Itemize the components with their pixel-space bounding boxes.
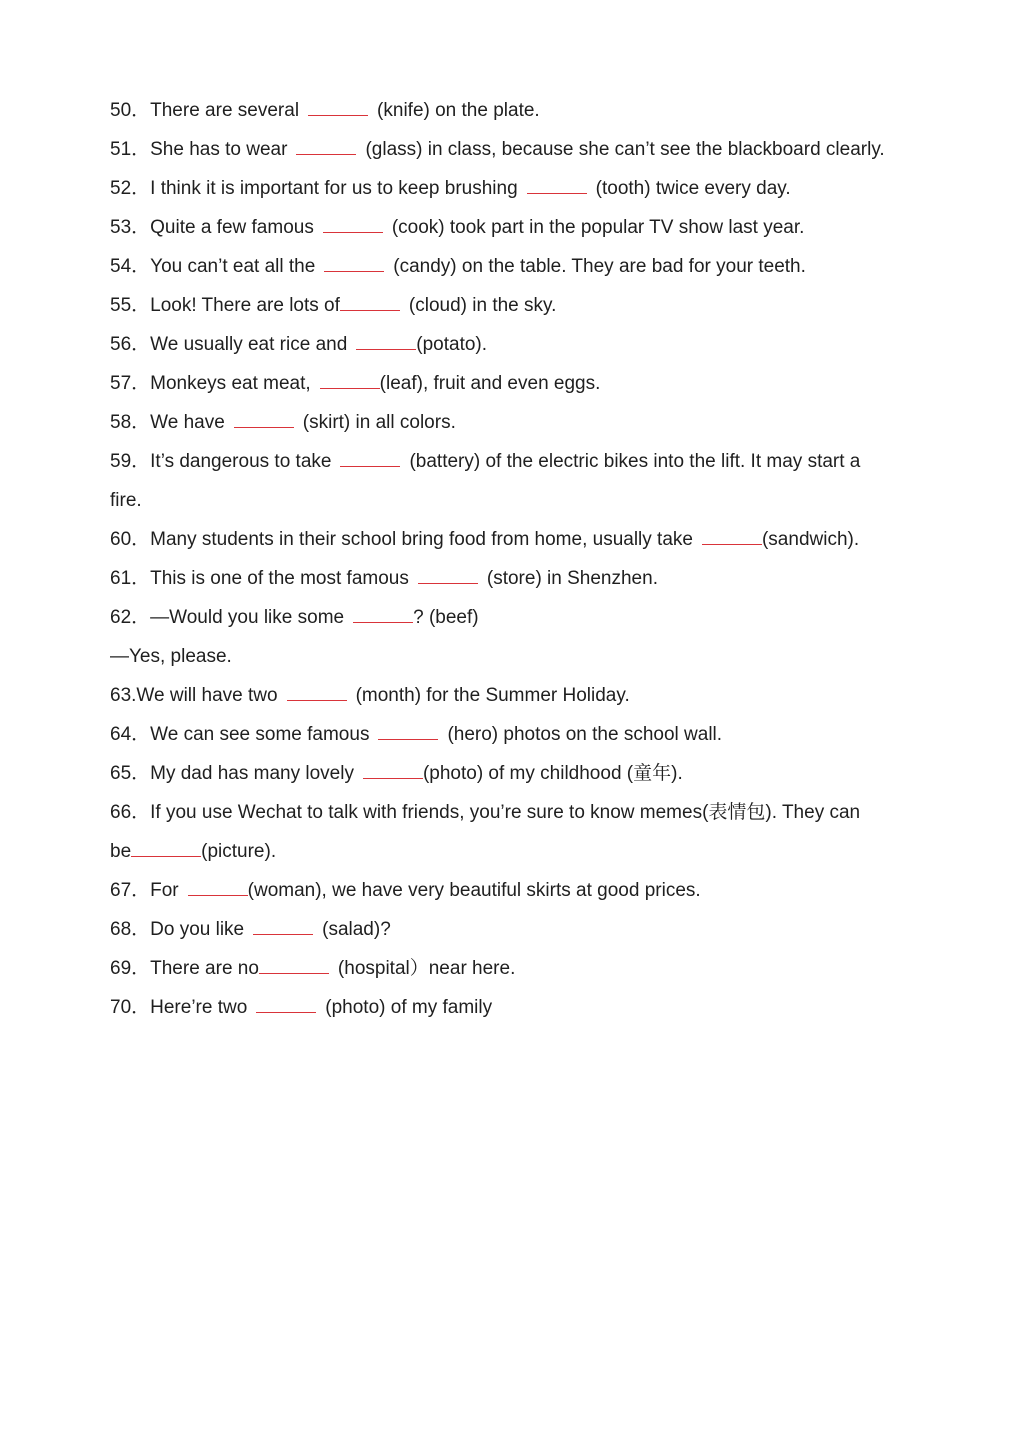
- exercise-69: 69．There are no (hospital）near here.: [110, 958, 516, 979]
- exercise-54: 54．You can’t eat all the (candy) on the table. They are bad for your teeth.: [110, 256, 806, 277]
- exercise-62: 62．—Would you like some ? (beef): [110, 607, 479, 628]
- exercise-61: 61．This is one of the most famous (store) in Shenzhen.: [110, 568, 658, 589]
- exercise-60: 60．Many students in their school bring food from home, usually take (sandwich).: [110, 529, 860, 550]
- exercise-70: 70．Here’re two (photo) of my family: [110, 997, 493, 1018]
- exercise-52: 52．I think it is important for us to keep brushing (tooth) twice every day.: [110, 178, 791, 199]
- exercise-51: 51．She has to wear (glass) in class, because she can’t see the blackboard clearly.: [110, 139, 885, 160]
- answer-blank[interactable]: [340, 294, 400, 311]
- exercise-53: 53．Quite a few famous (cook) took part in the popular TV show last year.: [110, 217, 805, 238]
- exercise-50: 50．There are several (knife) on the plate.: [110, 100, 540, 121]
- answer-blank[interactable]: [259, 957, 329, 974]
- answer-blank[interactable]: [363, 762, 423, 779]
- answer-blank[interactable]: [308, 99, 368, 116]
- answer-blank[interactable]: [131, 840, 201, 857]
- exercise-55: 55．Look! There are lots of (cloud) in the sky.: [110, 295, 557, 316]
- answer-blank[interactable]: [527, 177, 587, 194]
- answer-blank[interactable]: [378, 723, 438, 740]
- exercise-68: 68．Do you like (salad)?: [110, 919, 391, 940]
- exercise-63: 63.We will have two (month) for the Summer Holiday.: [110, 685, 630, 706]
- exercise-62-reply: —Yes, please.: [110, 646, 232, 667]
- exercise-66: 66．If you use Wechat to talk with friends, you’re sure to know memes(表情包). They can: [110, 802, 861, 823]
- answer-blank[interactable]: [188, 879, 248, 896]
- exercise-58: 58．We have (skirt) in all colors.: [110, 412, 456, 433]
- answer-blank[interactable]: [418, 567, 478, 584]
- answer-blank[interactable]: [356, 333, 416, 350]
- answer-blank[interactable]: [323, 216, 383, 233]
- answer-blank[interactable]: [320, 372, 380, 389]
- exercise-59-continued: fire.: [110, 490, 142, 511]
- answer-blank[interactable]: [340, 450, 400, 467]
- answer-blank[interactable]: [287, 684, 347, 701]
- exercise-list: [110, 91, 920, 1027]
- answer-blank[interactable]: [324, 255, 384, 272]
- exercise-67: 67．For (woman), we have very beautiful skirts at good prices.: [110, 880, 701, 901]
- exercise-59: 59．It’s dangerous to take (battery) of the electric bikes into the lift. It may start a: [110, 451, 861, 472]
- answer-blank[interactable]: [296, 138, 356, 155]
- exercise-57: 57．Monkeys eat meat, (leaf), fruit and even eggs.: [110, 373, 601, 394]
- exercise-65: 65．My dad has many lovely (photo) of my childhood (童年).: [110, 763, 683, 784]
- exercise-66-continued: be (picture).: [110, 841, 277, 862]
- answer-blank[interactable]: [234, 411, 294, 428]
- answer-blank[interactable]: [702, 528, 762, 545]
- answer-blank[interactable]: [256, 996, 316, 1013]
- exercise-56: 56．We usually eat rice and (potato).: [110, 334, 488, 355]
- exercise-64: 64．We can see some famous (hero) photos on the school wall.: [110, 724, 723, 745]
- answer-blank[interactable]: [253, 918, 313, 935]
- answer-blank[interactable]: [353, 606, 413, 623]
